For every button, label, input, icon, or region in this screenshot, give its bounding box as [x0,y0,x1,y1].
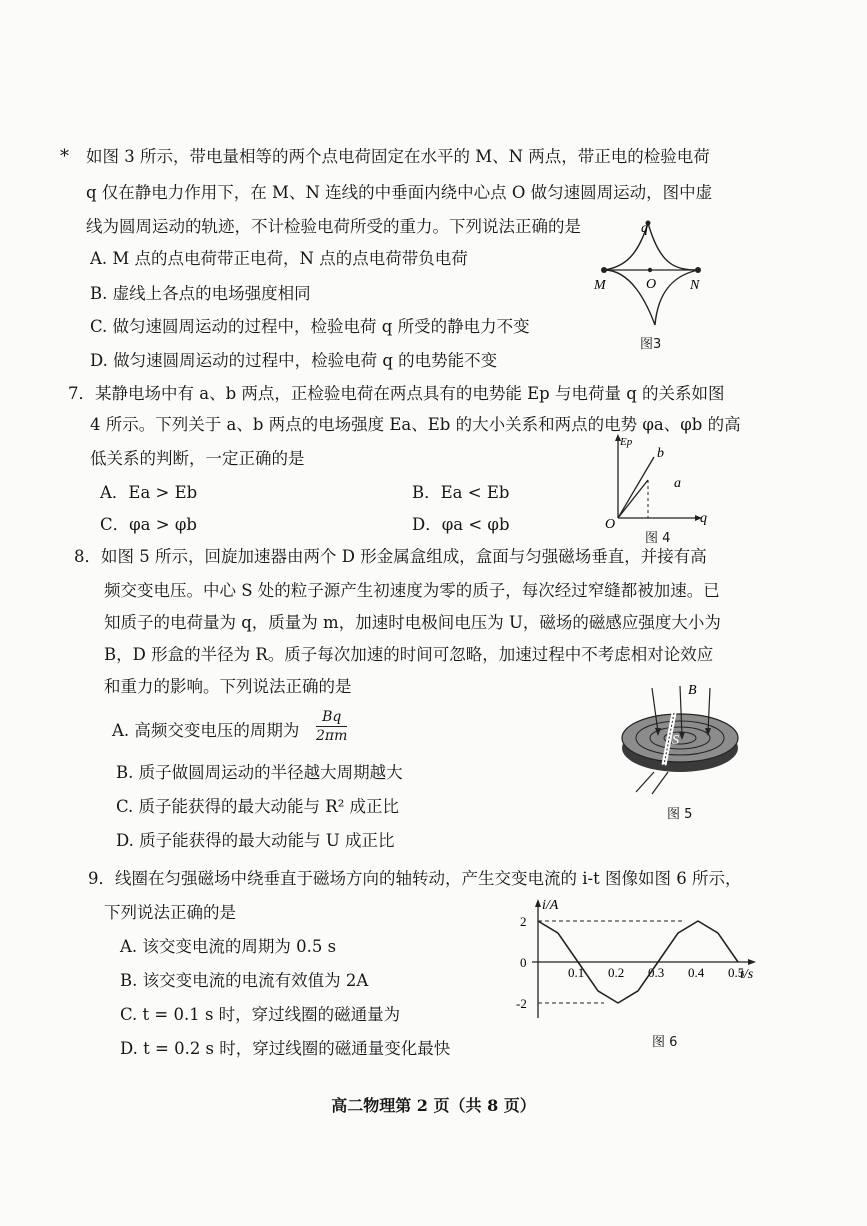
fig5-caption: 图 5 [667,807,693,822]
fig3-label-n: N [690,278,700,293]
q7-option-b: B．Ea < Eb [412,483,510,502]
q8-option-b: B. 质子做圆周运动的半径越大周期越大 [116,763,403,782]
q7-option-a: A．Ea > Eb [100,483,198,502]
fig6-xtick-1: 0.2 [608,965,625,980]
fig4-caption: 图 4 [645,531,671,546]
fig3-label-m: M [594,278,606,293]
q6-stem-line-1: 如图 3 所示，带电量相等的两个点电荷固定在水平的 M、N 两点，带正电的检验电荷 [86,147,710,166]
q9-option-d: D. t = 0.2 s 时，穿过线圈的磁通量变化最快 [120,1039,451,1058]
q6-option-c: C. 做匀速圆周运动的过程中，检验电荷 q 所受的静电力不变 [90,317,530,336]
q6-option-b: B. 虚线上各点的电场强度相同 [90,284,311,303]
fig6-xtick-2: 0.3 [648,965,665,980]
fig3-label-o: O [646,277,657,292]
q8-option-c: C. 质子能获得的最大动能与 R² 成正比 [116,797,400,816]
q9-stem-line-1: 9．线圈在匀强磁场中绕垂直于磁场方向的轴转动，产生交变电流的 i-t 图像如图 6 所示， [88,869,742,888]
q6-stem-line-2: q 仅在静电力作用下，在 M、N 连线的中垂面内绕中心点 O 做匀速圆周运动，图中虚 [86,183,713,202]
q7-stem-line-3: 低关系的判断，一定正确的是 [90,449,305,468]
fig4-label-o: O [605,517,616,530]
q6-option-a: A. M 点的点电荷带正电荷，N 点的点电荷带负电荷 [90,249,468,268]
page-footer: 高二物理第 2 页（共 8 页） [331,1096,536,1115]
fig6-ytick-2: -2 [516,996,527,1011]
q6-mark: * [60,146,69,167]
q7-stem-line-1: 7．某静电场中有 a、b 两点，正检验电荷在两点具有的电势能 Ep 与电荷量 q 的关系如图 [68,384,725,403]
q6-option-d: D. 做匀速圆周运动的过程中，检验电荷 q 的电势能不变 [90,351,498,370]
fig6-xlabel: t/s [740,967,754,982]
fig6-ylabel: i/A [542,898,559,913]
q7-stem-line-2: 4 所示。下列关于 a、b 两点的电场强度 Ea、Eb 的大小关系和两点的电势 φa、φb 的高 [90,415,741,434]
q8-stem-line-5: 和重力的影响。下列说法正确的是 [104,677,352,696]
fig5-label-b: B [688,683,697,698]
figure-5 [612,680,752,800]
fraction-denominator: 2πm [316,728,348,744]
q9-option-b: B. 该交变电流的电流有效值为 2A [120,971,369,990]
figure-4 [598,430,713,530]
q9-stem-line-2: 下列说法正确的是 [104,903,236,922]
q7-option-c: C．φa > φb [100,515,197,534]
fig5-label-s: S [672,733,679,748]
q8-stem-line-2: 频交变电压。中心 S 处的粒子源产生初速度为零的质子，每次经过窄缝都被加速。已 [104,581,720,600]
fig6-ytick-1: 0 [520,955,527,970]
q8-option-a: A. 高频交变电压的周期为 [112,721,300,740]
fig6-xtick-0: 0.1 [568,965,585,980]
figure-3 [590,215,720,350]
q8-stem-line-1: 8．如图 5 所示，回旋加速器由两个 D 形金属盒组成，盒面与匀强磁场垂直，并接有高 [74,547,707,566]
fig6-ytick-0: 2 [520,914,527,929]
q6-stem-line-3: 线为圆周运动的轨迹，不计检验电荷所受的重力。下列说法正确的是 [86,217,581,236]
fig6-xtick-3: 0.4 [688,965,705,980]
fraction-numerator: Bq [316,709,347,727]
q8-option-d: D. 质子能获得的最大动能与 U 成正比 [116,831,395,850]
q8-stem-line-4: B，D 形盒的半径为 R。质子每次加速的时间可忽略，加速过程中不考虑相对论效应 [104,645,714,664]
figure-6-chart [508,894,773,1029]
fig6-caption: 图 6 [652,1035,678,1050]
q8-stem-line-3: 知质子的电荷量为 q，质量为 m，加速时电极间电压为 U，磁场的磁感应强度大小为 [104,613,721,632]
q9-option-c: C. t = 0.1 s 时，穿过线圈的磁通量为 [120,1005,401,1024]
fig3-caption: 图3 [640,337,662,352]
fig4-label-y: Ep [620,436,633,448]
fig3-label-q: q [641,221,648,236]
fig4-label-b: b [657,446,664,461]
q7-option-d: D．φa < φb [412,515,510,534]
q8-option-a-fraction [316,709,347,745]
fig4-label-a: a [674,476,681,491]
fig4-label-x: q [700,511,707,526]
fig6-xtick-4: 0.5 [728,965,745,980]
q9-option-a: A. 该交变电流的周期为 0.5 s [120,937,337,956]
